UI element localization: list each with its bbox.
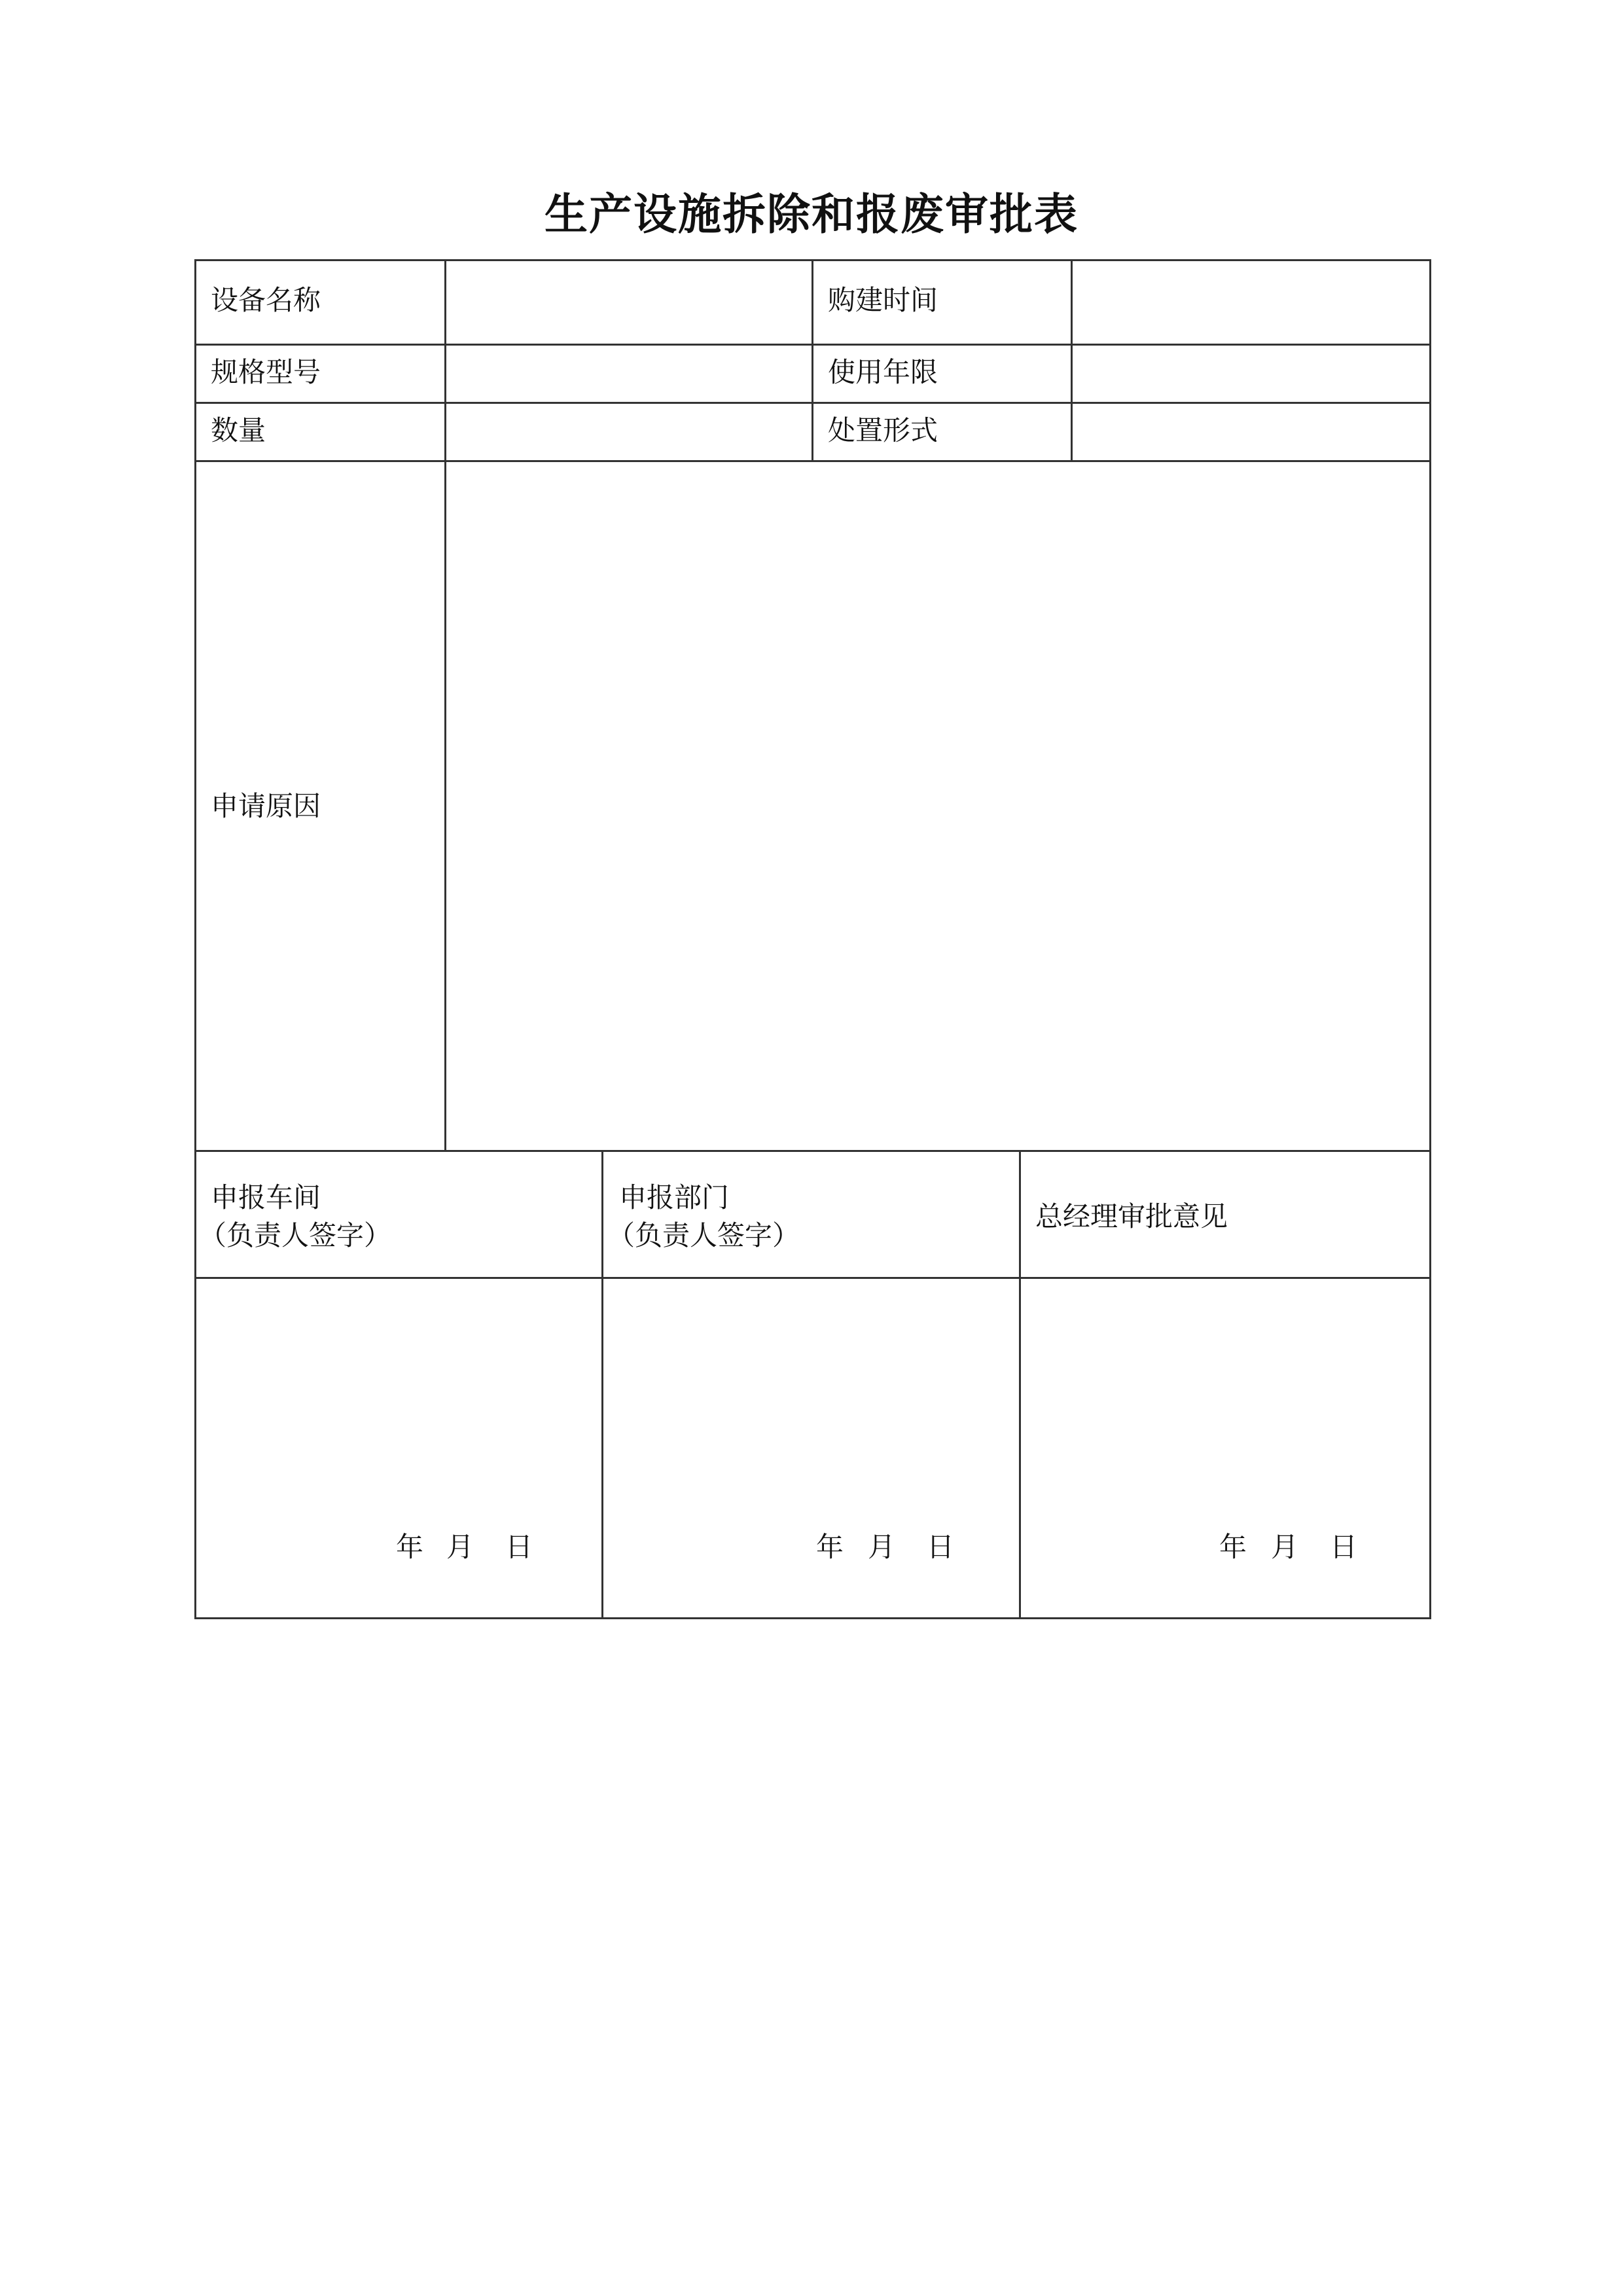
disposal-form-label: 处置形式: [828, 414, 938, 446]
gm-opinion-label: 总经理审批意见: [1035, 1200, 1228, 1232]
workshop-sign-note: （负责人签字）: [199, 1219, 392, 1251]
workshop-date-month: 月: [446, 1531, 474, 1563]
service-life-field[interactable]: [1073, 346, 1429, 402]
workshop-date-day: 日: [505, 1531, 533, 1563]
department-signature-area[interactable]: [603, 1279, 1019, 1617]
gm-date-day: 日: [1330, 1531, 1358, 1563]
spec-model-label: 规格型号: [211, 356, 321, 388]
purchase-time-field[interactable]: [1073, 261, 1429, 344]
department-sign-note: （负责人签字）: [607, 1219, 800, 1251]
department-date-year: 年: [816, 1531, 844, 1563]
col-divider-mid: [812, 259, 813, 462]
gm-opinion-area[interactable]: [1021, 1279, 1429, 1617]
quantity-label: 数量: [211, 414, 266, 446]
purchase-time-label: 购建时间: [828, 284, 938, 316]
quantity-field[interactable]: [446, 404, 812, 460]
reason-field[interactable]: [446, 462, 1429, 1150]
department-label: 申报部门: [619, 1181, 730, 1213]
department-date-day: 日: [927, 1531, 955, 1563]
reason-label: 申请原因: [211, 790, 321, 822]
department-date-month: 月: [868, 1531, 896, 1563]
gm-date-year: 年: [1219, 1531, 1247, 1563]
equipment-name-label: 设备名称: [211, 284, 321, 316]
table-border-bottom: [194, 1617, 1431, 1619]
spec-model-field[interactable]: [446, 346, 812, 402]
service-life-label: 使用年限: [828, 356, 938, 388]
disposal-form-field[interactable]: [1073, 404, 1429, 460]
form-title: 生产设施拆除和报废审批表: [544, 188, 1079, 240]
workshop-label: 申报车间: [211, 1181, 321, 1213]
equipment-name-field[interactable]: [446, 261, 812, 344]
workshop-date-year: 年: [396, 1531, 424, 1563]
row-divider-4: [194, 1150, 1431, 1152]
gm-date-month: 月: [1271, 1531, 1299, 1563]
table-border-right: [1429, 259, 1431, 1619]
workshop-signature-area[interactable]: [196, 1279, 601, 1617]
